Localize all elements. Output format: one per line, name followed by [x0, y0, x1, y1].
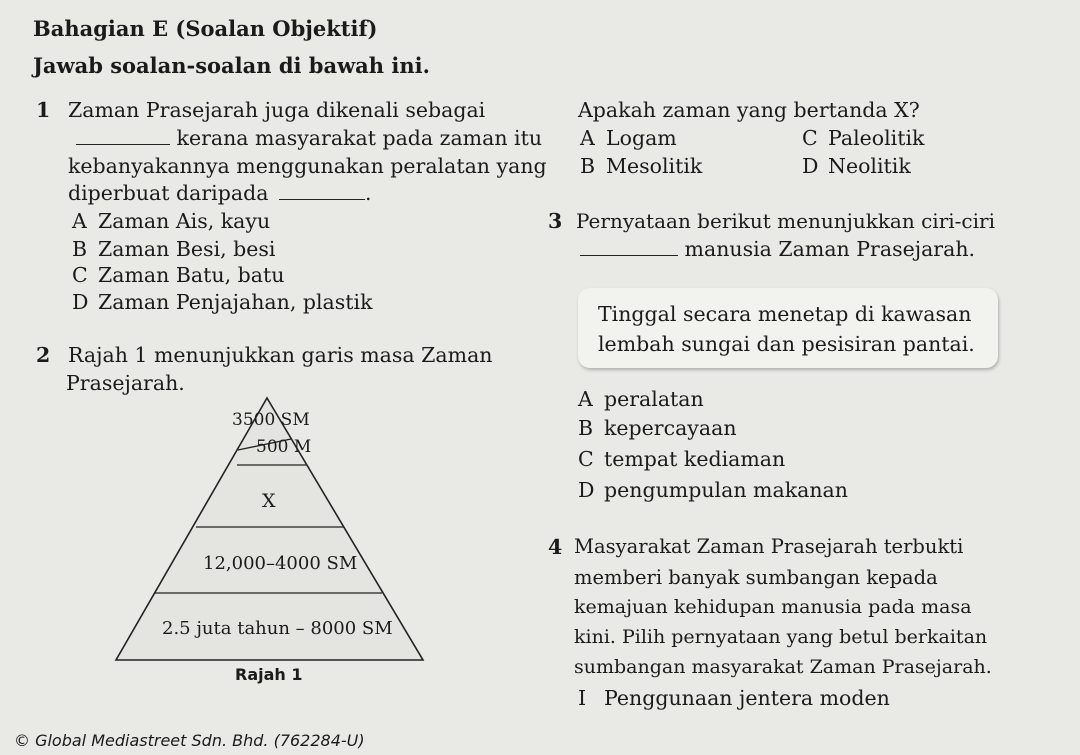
q1-option-b[interactable] — [72, 239, 275, 260]
q3-line2 — [580, 239, 975, 260]
q1-option-d-label: D — [72, 290, 89, 314]
q1-line4-end: . — [364, 181, 372, 205]
q1-blank-2 — [279, 183, 365, 200]
q2-option-b[interactable] — [580, 156, 702, 177]
q4-line3: kemajuan kehidupan manusia pada masa — [574, 596, 972, 618]
q1-option-d[interactable] — [72, 292, 373, 313]
q2-option-c-text: Paleolitik — [828, 126, 925, 150]
q4-statement-i-text: Penggunaan jentera moden — [604, 686, 890, 710]
pyramid-top-label: 3500 SM — [232, 410, 310, 430]
q1-line4 — [68, 183, 372, 204]
statement-line-2: lembah sungai dan pesisiran pantai. — [598, 332, 975, 356]
pyramid-level-3: 12,000–4000 SM — [203, 553, 358, 574]
q3-number: 3 — [548, 209, 563, 233]
q3-option-a-text: peralatan — [604, 387, 704, 411]
q2-option-d-text: Neolitik — [828, 154, 911, 178]
q2-option-b-text: Mesolitik — [606, 154, 703, 178]
q1-option-b-label: B — [72, 237, 88, 261]
q1-option-d-text: Zaman Penjajahan, plastik — [98, 290, 373, 314]
q1-number: 1 — [36, 98, 51, 122]
q2-line1: Rajah 1 menunjukkan garis masa Zaman — [68, 343, 493, 367]
q3-option-d-text: pengumpulan makanan — [604, 478, 848, 502]
q2-question: Apakah zaman yang bertanda X? — [578, 98, 920, 122]
statement-line-1: Tinggal secara menetap di kawasan — [598, 302, 972, 326]
q4-line5: sumbangan masyarakat Zaman Prasejarah. — [574, 656, 992, 678]
q2-option-d[interactable] — [802, 156, 911, 177]
pyramid-level-4: 2.5 juta tahun – 8000 SM — [162, 618, 393, 639]
q3-line1: Pernyataan berikut menunjukkan ciri-ciri — [576, 209, 995, 233]
q3-option-b-label: B — [578, 416, 594, 440]
q2-option-a-text: Logam — [606, 126, 677, 150]
q1-line1: Zaman Prasejarah juga dikenali sebagai — [68, 98, 486, 122]
q1-line4-text: diperbuat daripada — [68, 181, 269, 205]
q4-statement-i-label: I — [578, 686, 587, 710]
q3-option-a[interactable] — [578, 389, 704, 410]
q4-number: 4 — [548, 535, 563, 559]
q1-line3: kebanyakannya menggunakan peralatan yang — [68, 154, 547, 178]
q1-option-a[interactable] — [72, 211, 270, 232]
q3-option-d[interactable] — [578, 480, 848, 501]
q3-option-c[interactable] — [578, 449, 785, 470]
q1-option-c-label: C — [72, 263, 88, 287]
q2-option-d-label: D — [802, 154, 819, 178]
q4-line1: Masyarakat Zaman Prasejarah terbukti — [574, 535, 964, 558]
q1-blank-1 — [76, 128, 170, 145]
q4-statement-i — [578, 688, 890, 709]
q2-number: 2 — [36, 343, 51, 367]
section-title: Bahagian E (Soalan Objektif) — [33, 16, 378, 41]
q1-option-a-text: Zaman Ais, kayu — [98, 209, 271, 233]
q1-line2 — [76, 128, 542, 149]
q1-line2-text: kerana masyarakat pada zaman itu — [176, 126, 543, 150]
pyramid-level-1: 500 M — [256, 437, 312, 457]
q3-option-c-text: tempat kediaman — [604, 447, 786, 471]
q3-option-d-label: D — [578, 478, 595, 502]
q1-option-c[interactable] — [72, 265, 284, 286]
q2-option-a[interactable] — [580, 128, 677, 149]
footer-copyright: © Global Mediastreet Sdn. Bhd. (762284-U) — [14, 731, 365, 750]
pyramid-level-x: X — [262, 490, 276, 512]
q3-line2-text: manusia Zaman Prasejarah. — [684, 237, 976, 261]
diagram-caption: Rajah 1 — [235, 665, 303, 684]
q1-option-c-text: Zaman Batu, batu — [98, 263, 285, 287]
q2-line2: Prasejarah. — [66, 371, 185, 395]
statement-box — [578, 288, 998, 368]
q3-option-a-label: A — [578, 387, 593, 411]
section-instruction: Jawab soalan-soalan di bawah ini. — [33, 53, 430, 78]
q3-option-b-text: kepercayaan — [604, 416, 737, 440]
q3-option-c-label: C — [578, 447, 594, 471]
q2-option-c[interactable] — [802, 128, 924, 149]
q1-option-a-label: A — [72, 209, 87, 233]
q4-line4: kini. Pilih pernyataan yang betul berkaitan — [574, 626, 988, 648]
q3-option-b[interactable] — [578, 418, 737, 439]
q1-option-b-text: Zaman Besi, besi — [98, 237, 276, 261]
q2-option-b-label: B — [580, 154, 596, 178]
q2-option-c-label: C — [802, 126, 818, 150]
q4-line2: memberi banyak sumbangan kepada — [574, 566, 938, 589]
q2-option-a-label: A — [580, 126, 595, 150]
q3-blank — [580, 239, 678, 256]
